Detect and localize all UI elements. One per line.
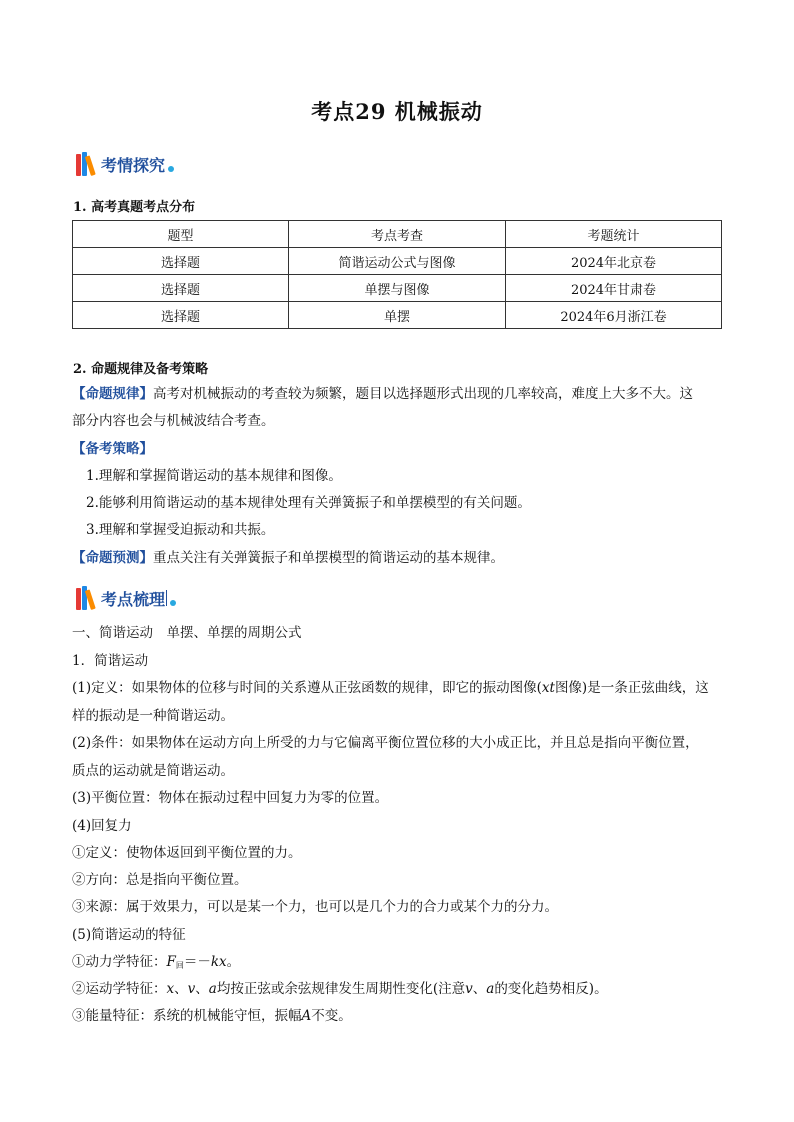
math-var: a [486,981,495,997]
text: 图像)是一条正弦曲线，这 [554,680,709,696]
math-var: a [208,981,217,997]
condition-line-1: (2)条件：如果物体在运动方向上所受的力与它偏离平衡位置位移的大小成正比，并且总是指向平衡位置， [72,735,699,751]
text: ＝－ [183,954,211,970]
strategy-item: 2.能够利用简谐运动的基本规律处理有关弹簧振子和单摆模型的有关问题。 [86,495,531,511]
definition-line-2: 样的振动是一种简谐运动。 [72,708,234,724]
text-cursor-icon [166,590,167,606]
table-cell: 2024年北京卷 [506,248,722,275]
strategy-item: 3.理解和掌握受迫振动和共振。 [86,522,275,538]
strategy-tag-line [72,436,724,463]
text: 不变。 [311,1008,352,1024]
dot-icon [168,166,174,172]
section-header-explore [76,150,174,178]
text: ①动力学特征： [72,954,167,970]
exam-distribution-table [72,220,722,329]
table-cell: 简谐运动公式与图像 [289,248,506,275]
heading-exam-distribution: 1. 高考真题考点分布 [73,200,196,215]
forecast-text: 重点关注有关弹簧振子和单摆模型的简谐运动的基本规律。 [153,550,504,566]
math-var: v [187,981,196,997]
rule-line-1 [72,381,724,408]
page-title: 考点29 机械振动 [311,99,483,124]
math-var: x [166,981,175,997]
strategy-item: 1.理解和掌握简谐运动的基本规律和图像。 [86,468,342,484]
math-var: kx [210,954,227,970]
text: 、 [472,981,487,997]
definition-line-1 [72,675,724,702]
text: 均按正弦或余弦规律发生周期性变化(注意 [216,981,466,997]
text: 的变化趋势相反)。 [494,981,608,997]
restore-heading: (4)回复力 [72,818,132,834]
restore-direction: ②方向：总是指向平衡位置。 [72,872,248,888]
table-cell: 选择题 [73,248,289,275]
math-var: F [166,954,176,970]
section-label-review: 考点梳理 [101,589,166,609]
content-heading: 一、简谐运动 单摆、单摆的周期公式 [72,625,302,641]
content-sub1: 1．简谐运动 [72,653,149,669]
table-header-cell: 考题统计 [506,221,722,248]
text: 。 [226,954,241,970]
dot-icon [170,600,176,606]
table-cell: 单摆 [289,302,506,329]
forecast-tag: 【命题预测】 [72,550,153,566]
subscript: 回 [175,961,184,970]
table-cell: 单摆与图像 [289,275,506,302]
text: (1)定义：如果物体的位移与时间的关系遵从正弦函数的规律，即它的振动图像( [72,680,542,696]
text: ③能量特征：系统的机械能守恒，振幅 [72,1008,302,1024]
books-icon [76,586,97,610]
text: 、 [195,981,209,997]
books-icon [76,152,97,176]
text: 、 [174,981,188,997]
equilibrium-line: (3)平衡位置：物体在振动过程中回复力为零的位置。 [72,790,389,806]
table-row [73,248,722,275]
restore-definition: ①定义：使物体返回到平衡位置的力。 [72,845,302,861]
forecast-line [72,545,724,572]
energy-feature [72,1003,724,1030]
heading-strategy: 2. 命题规律及备考策略 [73,362,209,377]
strategy-tag: 【备考策略】 [72,441,153,457]
table-header-row [73,221,722,248]
table-cell: 选择题 [73,302,289,329]
table-cell: 2024年6月浙江卷 [506,302,722,329]
table-cell: 选择题 [73,275,289,302]
condition-line-2: 质点的运动就是简谐运动。 [72,763,234,779]
table-row [73,275,722,302]
restore-source: ③来源：属于效果力，可以是某一个力，也可以是几个力的合力或某个力的分力。 [72,899,558,915]
section-label-explore: 考情探究 [101,155,166,175]
features-heading: (5)简谐运动的特征 [72,927,186,943]
math-var: xt [541,680,555,696]
section-header-review [76,584,176,612]
dynamics-feature [72,949,724,979]
table-header-cell: 题型 [73,221,289,248]
table-cell: 2024年甘肃卷 [506,275,722,302]
rule-line-2: 部分内容也会与机械波结合考查。 [72,413,275,429]
rule-text-1: 高考对机械振动的考查较为频繁，题目以选择题形式出现的几率较高，难度上大多不大。这 [153,386,693,402]
math-var: v [465,981,473,997]
rule-tag: 【命题规律】 [72,386,153,402]
table-header-cell: 考点考查 [289,221,506,248]
math-var: A [301,1008,312,1024]
table-row [73,302,722,329]
text: ②运动学特征： [72,981,167,997]
kinematics-feature [72,976,724,1003]
